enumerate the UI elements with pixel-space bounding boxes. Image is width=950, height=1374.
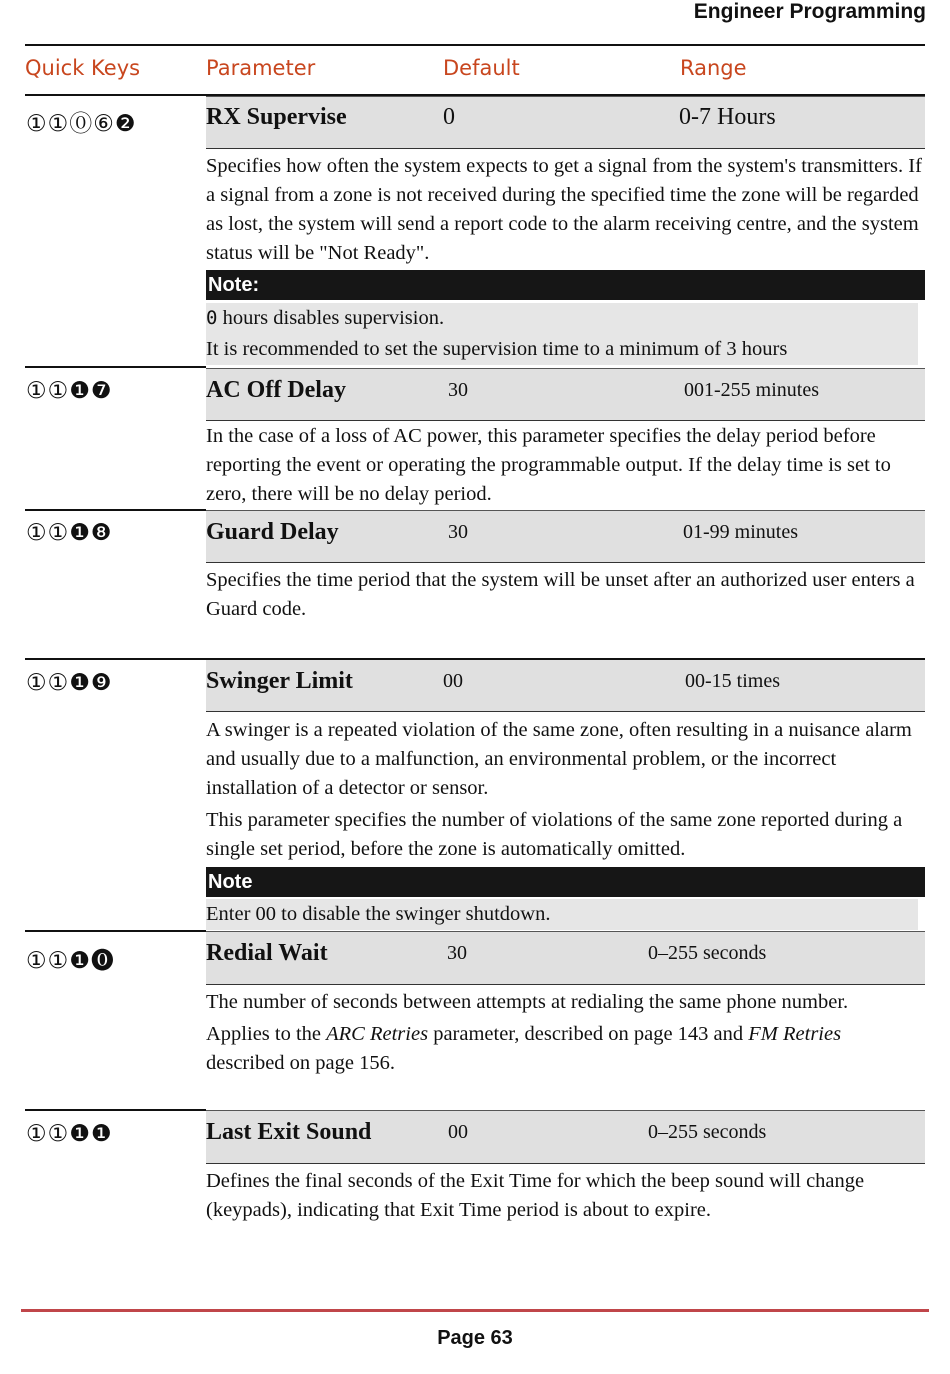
note-text: Enter 00 to disable the swinger shutdown. xyxy=(206,903,551,925)
cross-reference: FM Retries xyxy=(748,1023,842,1045)
note-header xyxy=(206,270,925,300)
description-paragraph: A swinger is a repeated violation of the same zone, often resulting in a nuisance alarm and usually due to a malfunction, an environmental problem, or the incorrect installation of a detector or sensor. xyxy=(206,719,912,799)
parameter-default: 30 xyxy=(448,521,468,543)
parameter-description xyxy=(206,152,924,268)
parameter-default: 00 xyxy=(448,1121,468,1143)
page-number: Page 63 xyxy=(437,1327,513,1349)
parameter-description xyxy=(206,988,924,1078)
parameter-name: RX Supervise xyxy=(206,104,347,130)
note-code-value: 0 xyxy=(206,307,218,329)
note-title: Note: xyxy=(208,274,260,296)
parameter-description xyxy=(206,716,924,864)
note-title: Note xyxy=(208,871,253,893)
section-divider xyxy=(25,1109,206,1111)
column-heading-parameter: Parameter xyxy=(206,56,316,80)
parameter-name: AC Off Delay xyxy=(206,377,346,403)
parameter-description xyxy=(206,566,924,624)
page-header-title: Engineer Programming xyxy=(693,0,926,23)
description-paragraph: The number of seconds between attempts at redialing the same phone number. xyxy=(206,991,849,1013)
description-paragraph: Specifies the time period that the system will be unset after an authorized user enters a Guard code. xyxy=(206,569,915,620)
quick-keys-sequence: ①①❶❽ xyxy=(26,520,113,546)
column-heading-range: Range xyxy=(680,56,747,80)
note-text: It is recommended to set the supervision time to a minimum of 3 hours xyxy=(206,338,788,360)
parameter-default: 30 xyxy=(447,942,467,964)
quick-keys-sequence: ①①❶❼ xyxy=(26,378,113,404)
parameter-description xyxy=(206,1167,924,1225)
note-body xyxy=(206,303,918,365)
column-heading-default: Default xyxy=(443,56,520,80)
parameter-name: Last Exit Sound xyxy=(206,1119,372,1145)
parameter-name: Guard Delay xyxy=(206,519,339,545)
quick-keys-sequence: ①①⓪⑥❷ xyxy=(26,111,137,137)
parameter-range: 00-15 times xyxy=(685,670,780,692)
parameter-description xyxy=(206,422,924,509)
description-paragraph: Applies to the ARC Retries parameter, described on page 143 and FM Retries described on page 156. xyxy=(206,1023,842,1074)
section-divider xyxy=(25,366,206,368)
note-header xyxy=(206,867,925,897)
cross-reference: ARC Retries xyxy=(326,1023,429,1045)
parameter-range: 0–255 seconds xyxy=(648,942,767,964)
parameter-range: 001-255 minutes xyxy=(684,379,819,401)
section-divider xyxy=(25,509,206,511)
quick-keys-sequence: ①①❶❶ xyxy=(26,1121,113,1147)
column-heading-quick-keys: Quick Keys xyxy=(25,56,141,80)
quick-keys-sequence: ①①❶⓿ xyxy=(26,948,115,974)
header-divider xyxy=(25,44,925,46)
description-paragraph: In the case of a loss of AC power, this parameter specifies the delay period before reporting the event or operating the programmable output. If the delay time is set to zero, there will be no delay period. xyxy=(206,425,891,505)
description-paragraph: Defines the final seconds of the Exit Time for which the beep sound will change (keypads), indicating that Exit Time period is about to expire. xyxy=(206,1170,865,1221)
parameter-default: 0 xyxy=(443,104,455,130)
note-text: hours disables supervision. xyxy=(217,307,445,329)
section-divider xyxy=(25,930,206,932)
parameter-default: 00 xyxy=(443,670,463,692)
description-paragraph: This parameter specifies the number of violations of the same zone reported during a single set period, before the zone is automatically omitted. xyxy=(206,809,903,860)
parameter-name: Redial Wait xyxy=(206,940,328,966)
parameter-range: 0–255 seconds xyxy=(648,1121,767,1143)
note-body xyxy=(206,899,918,930)
parameter-range: 01-99 minutes xyxy=(683,521,798,543)
parameter-default: 30 xyxy=(448,379,468,401)
parameter-name: Swinger Limit xyxy=(206,668,353,694)
quick-keys-sequence: ①①❶❾ xyxy=(26,670,113,696)
footer-divider xyxy=(21,1309,929,1312)
parameter-range: 0-7 Hours xyxy=(679,104,776,130)
description-paragraph: Specifies how often the system expects to get a signal from the system's transmitters. If a signal from a zone is not received during the specified time the zone will be regarded as lost, the system will send a report code to the alarm receiving centre, and the system status will be "Not Ready". xyxy=(206,155,922,264)
